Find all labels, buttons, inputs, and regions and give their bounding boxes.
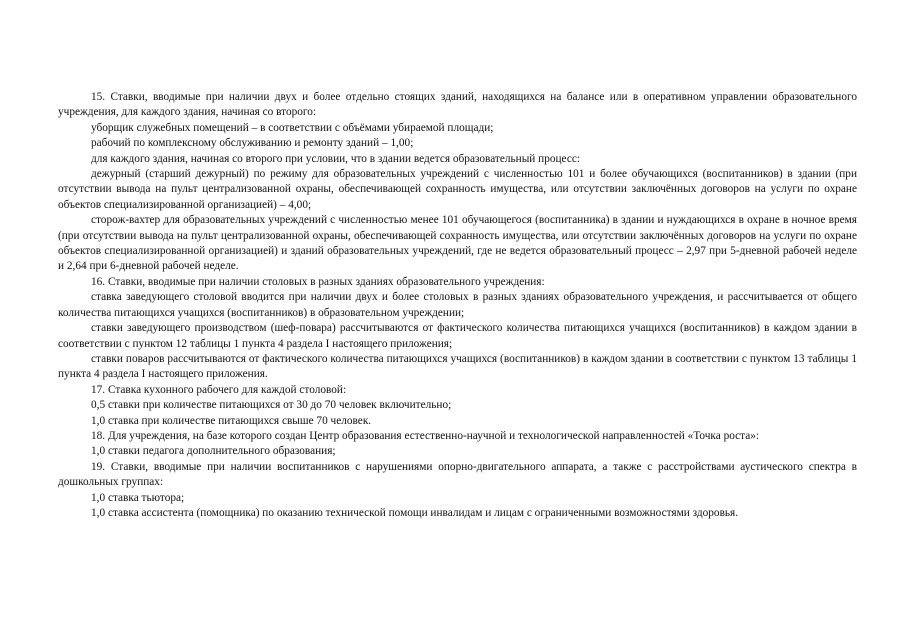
paragraph-15-intro: 15. Ставки, вводимые при наличии двух и более отдельно стоящих зданий, находящихся на балансе или в оперативном управлении образовательного учреждения, для каждого здания, начиная со второго: bbox=[58, 91, 857, 119]
paragraph-18-intro: 18. Для учреждения, на базе которого создан Центр образования естественно-научной и технологической направленностей «Точка роста»: bbox=[91, 429, 760, 442]
paragraph-canteen-head: ставка заведующего столовой вводится при наличии двух и более столовых в разных зданиях образовательного учреждения, и рассчитывается от общего количества питающихся учащихся (воспитанников) в образовательном учреждении; bbox=[58, 291, 857, 319]
paragraph-cooks: ставки поваров рассчитываются от фактического количества питающихся учащихся (воспитанников) в каждом здании в соответствии с пунктом 13 таблицы 1 пункта 4 раздела I настоящего приложения. bbox=[58, 352, 857, 381]
paragraph-watchman: сторож-вахтер для образовательных учреждений с численностью менее 101 обучающегося (воспитанника) в здании и нуждающихся в охране в ночное время (при отсутствии вывода на пульт централизованной охраны, обеспечивающей сохранность имущества, или отсутствии заключённых договоров на услуги по охране объектов специализированной организацией) и зданий образовательных учреждений, где не ведется образовательный процесс – 2,97 при 5-дневной рабочей неделе и 2,64 при 6-дневной рабочей неделе. bbox=[58, 214, 857, 273]
paragraph-each-building: для каждого здания, начиная со второго при условии, что в здании ведется образовательный процесс: bbox=[91, 152, 581, 165]
paragraph-chef: ставки заведующего производством (шеф-повара) рассчитываются от фактического количества питающихся учащихся (воспитанников) в каждом здании в соответствии с пунктом 12 таблицы 1 пункта 4 раздела I настоящего приложения; bbox=[58, 322, 857, 350]
paragraph-19-intro: 19. Ставки, вводимые при наличии воспитанников с нарушениями опорно-двигательного аппарата, а также с расстройствами аустического спектра в дошкольных группах: bbox=[58, 460, 857, 489]
paragraph-full-rate: 1,0 ставка при количестве питающихся свыше 70 человек. bbox=[91, 414, 372, 427]
paragraph-duty-officer: дежурный (старший дежурный) по режиму для образовательных учреждений с численностью 101 и более обучающихся (воспитанников) в здании (при отсутствии вывода на пульт централизованной охраны, обеспечивающей сохранность имущества, или отсутствии заключённых договоров на услуги по охране объектов специализированной организацией) – 4,00; bbox=[58, 168, 857, 211]
paragraph-16-intro: 16. Ставки, вводимые при наличии столовых в разных зданиях образовательного учреждения: bbox=[91, 275, 545, 288]
paragraph-tutor: 1,0 ставка тьютора; bbox=[91, 491, 185, 504]
document-body bbox=[58, 90, 857, 521]
paragraph-cleaner: уборщик служебных помещений – в соответствии с объёмами убираемой площади; bbox=[91, 121, 494, 134]
paragraph-teacher: 1,0 ставки педагога дополнительного образования; bbox=[91, 445, 336, 458]
paragraph-half-rate: 0,5 ставки при количестве питающихся от 30 до 70 человек включительно; bbox=[91, 399, 452, 412]
paragraph-assistant: 1,0 ставка ассистента (помощника) по оказанию технической помощи инвалидам и лицам с ограниченными возможностями здоровья. bbox=[91, 506, 739, 519]
paragraph-17-intro: 17. Ставка кухонного рабочего для каждой столовой: bbox=[91, 383, 347, 396]
paragraph-maintenance-worker: рабочий по комплексному обслуживанию и ремонту зданий – 1,00; bbox=[91, 137, 414, 150]
